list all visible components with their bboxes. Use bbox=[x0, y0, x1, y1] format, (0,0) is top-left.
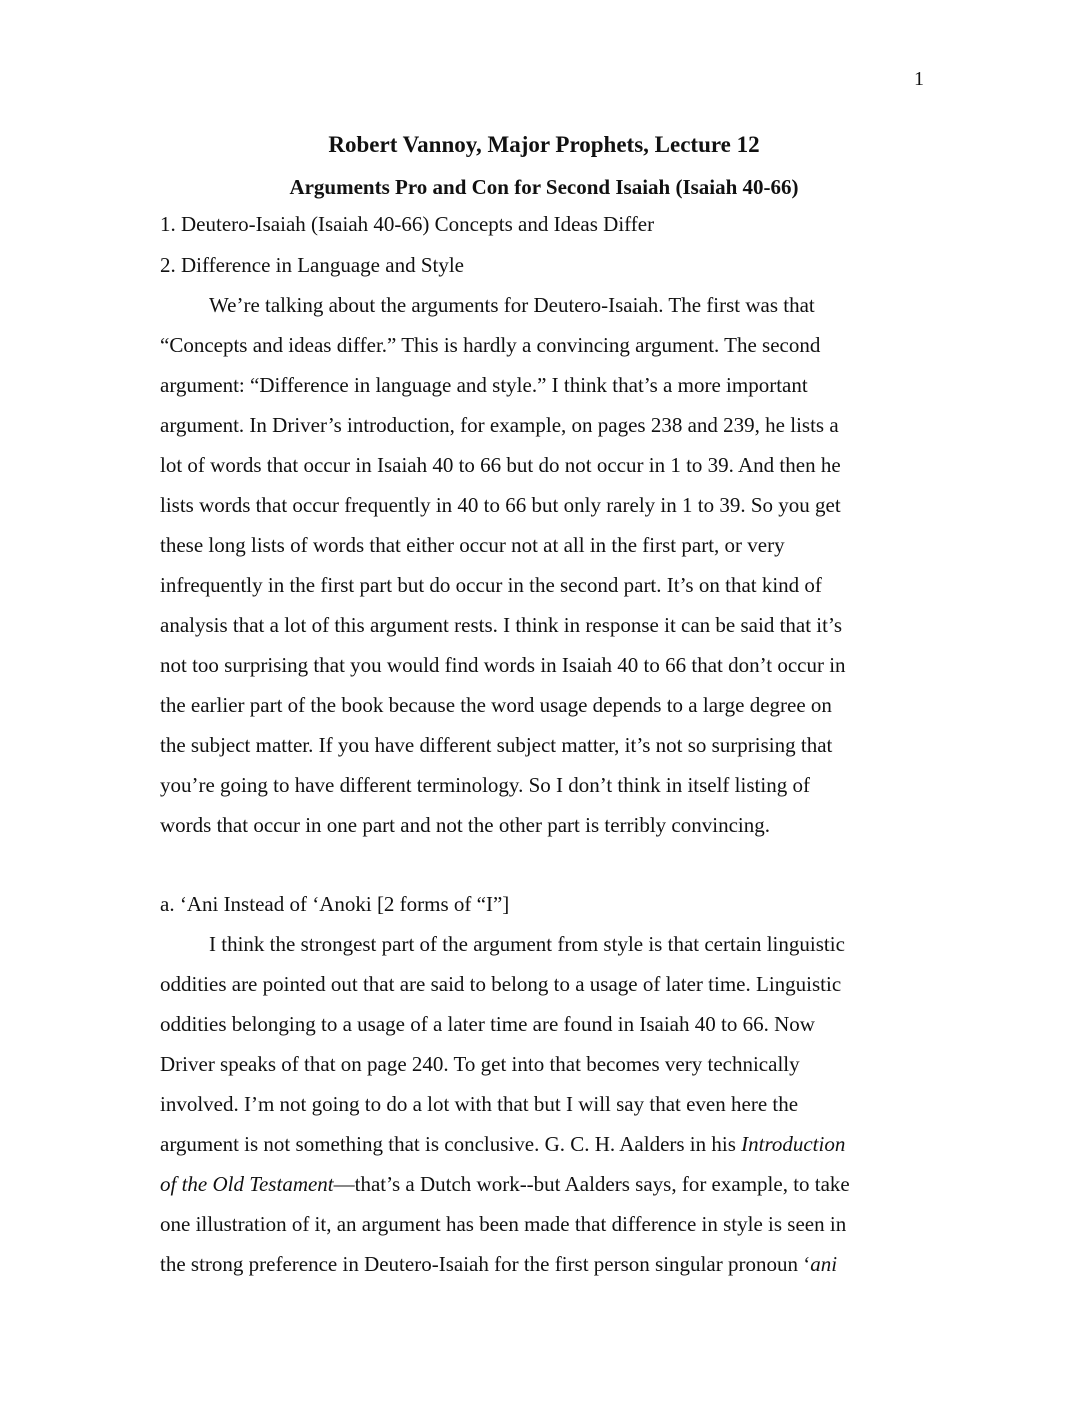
page-number: 1 bbox=[914, 68, 924, 90]
paragraph-2-line bbox=[160, 1172, 850, 1197]
paragraph-1-line: lot of words that occur in Isaiah 40 to 66 but do not occur in 1 to 39. And then he bbox=[160, 453, 841, 477]
paragraph-2-line: Driver speaks of that on page 240. To get into that becomes very technically bbox=[160, 1052, 800, 1076]
paragraph-2-line: one illustration of it, an argument has been made that difference in style is seen in bbox=[160, 1212, 847, 1236]
paragraph-2-line: I think the strongest part of the argument from style is that certain linguistic bbox=[209, 932, 845, 956]
paragraph-2-line bbox=[160, 1252, 837, 1277]
paragraph-1-line: the earlier part of the book because the word usage depends to a large degree on bbox=[160, 693, 832, 717]
paragraph-2-line: oddities belonging to a usage of a later time are found in Isaiah 40 to 66. Now bbox=[160, 1012, 815, 1036]
paragraph-2-line-text: argument is not something that is conclusive. G. C. H. Aalders in his bbox=[160, 1132, 742, 1156]
book-title-italic: Introduction bbox=[741, 1132, 846, 1156]
lecture-title: Robert Vannoy, Major Prophets, Lecture 12 bbox=[328, 132, 760, 157]
paragraph-2-line bbox=[160, 1132, 845, 1157]
outline-item-2: 2. Difference in Language and Style bbox=[160, 253, 464, 277]
paragraph-2-line-text: —that’s a Dutch work--but Aalders says, for example, to take bbox=[333, 1172, 850, 1196]
lecture-subtitle: Arguments Pro and Con for Second Isaiah (Isaiah 40-66) bbox=[289, 175, 799, 199]
paragraph-2-line: involved. I’m not going to do a lot with that but I will say that even here the bbox=[160, 1092, 799, 1116]
outline-item-1: 1. Deutero-Isaiah (Isaiah 40-66) Concepts and Ideas Differ bbox=[160, 212, 655, 236]
outline-item-a: a. ‘Ani Instead of ‘Anoki [2 forms of “I”] bbox=[160, 892, 510, 916]
hebrew-word-italic: ani bbox=[810, 1252, 838, 1276]
paragraph-1-line: argument: “Difference in language and style.” I think that’s a more important bbox=[160, 373, 808, 397]
paragraph-1-line: “Concepts and ideas differ.” This is hardly a convincing argument. The second bbox=[160, 333, 821, 357]
book-title-italic: of the Old Testament bbox=[160, 1172, 334, 1196]
paragraph-2-line: oddities are pointed out that are said to belong to a usage of later time. Linguistic bbox=[160, 972, 842, 996]
paragraph-1-line: these long lists of words that either occur not at all in the first part, or very bbox=[160, 533, 785, 557]
paragraph-1-line: infrequently in the first part but do occur in the second part. It’s on that kind of bbox=[160, 573, 822, 597]
paragraph-1-line: not too surprising that you would find words in Isaiah 40 to 66 that don’t occur in bbox=[160, 653, 846, 677]
paragraph-1-line: argument. In Driver’s introduction, for example, on pages 238 and 239, he lists a bbox=[160, 413, 839, 437]
paragraph-1-line: words that occur in one part and not the other part is terribly convincing. bbox=[160, 813, 770, 837]
paragraph-2-line-text: the strong preference in Deutero-Isaiah for the first person singular pronoun ‘ bbox=[160, 1252, 811, 1276]
paragraph-1-line: the subject matter. If you have different subject matter, it’s not so surprising that bbox=[160, 733, 833, 757]
paragraph-1-line: lists words that occur frequently in 40 to 66 but only rarely in 1 to 39. So you get bbox=[160, 493, 841, 517]
paragraph-1-line: We’re talking about the arguments for Deutero-Isaiah. The first was that bbox=[209, 293, 815, 317]
paragraph-1-line: analysis that a lot of this argument rests. I think in response it can be said that it’s bbox=[160, 613, 842, 637]
paragraph-1-line: you’re going to have different terminology. So I don’t think in itself listing of bbox=[160, 773, 810, 797]
